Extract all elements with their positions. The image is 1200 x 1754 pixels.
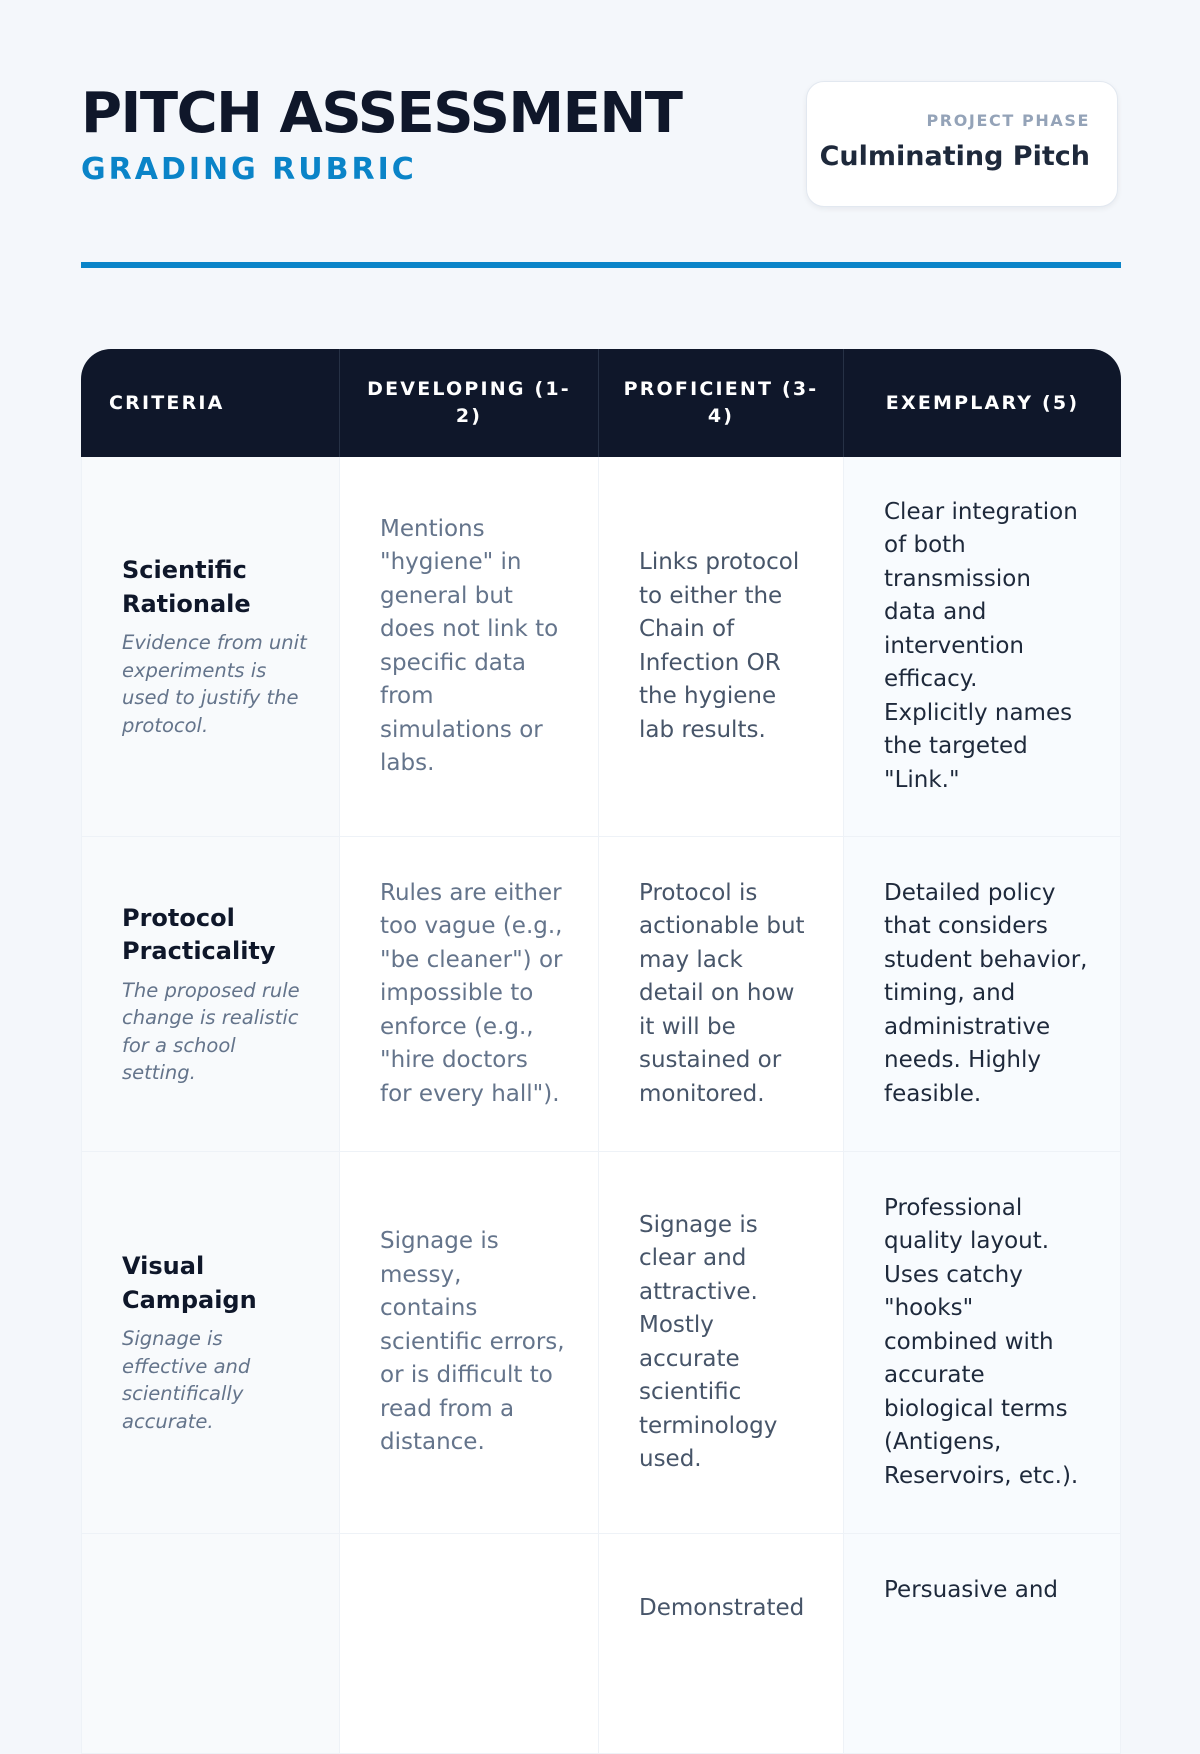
proficient-cell: Links protocol to either the Chain of Infection OR the hygiene lab results. <box>599 457 844 837</box>
column-header-proficient: PROFICIENT (3-4) <box>599 349 844 457</box>
column-header-criteria: CRITERIA <box>81 349 340 457</box>
criteria-cell <box>81 1152 340 1534</box>
rubric-header <box>81 349 1121 457</box>
criteria-cell <box>81 837 340 1152</box>
exemplary-cell: Clear integration of both transmission data and intervention efficacy. Explicitly names the targeted "Link." <box>844 457 1121 837</box>
proficient-cell: Protocol is actionable but may lack detail on how it will be sustained or monitored. <box>599 837 844 1152</box>
developing-cell: Rules are either too vague (e.g., "be cleaner") or impossible to enforce (e.g., "hire doctors for every hall"). <box>340 837 599 1152</box>
rubric-body <box>81 457 1121 1754</box>
criteria-cell <box>81 1534 340 1754</box>
criterion-description: The proposed rule change is realistic for a school setting. <box>122 978 300 1084</box>
project-phase-label: PROJECT PHASE <box>926 111 1090 130</box>
rubric-table <box>81 349 1121 1754</box>
header-divider <box>81 262 1121 268</box>
rubric-row <box>81 1534 1121 1754</box>
rubric-header-row <box>81 349 1121 457</box>
criterion-description: Evidence from unit experiments is used to justify the protocol. <box>122 631 307 737</box>
proficient-cell: Signage is clear and attractive. Mostly accurate scientific terminology used. <box>599 1152 844 1534</box>
criteria-cell <box>81 457 340 837</box>
page-header <box>81 0 1121 270</box>
proficient-cell: Demonstrated <box>599 1534 844 1754</box>
criterion-name: Scientific Rationale <box>122 556 251 618</box>
developing-cell <box>340 1534 599 1754</box>
project-phase-value: Culminating Pitch <box>819 141 1090 172</box>
exemplary-cell: Detailed policy that considers student behavior, timing, and administrative needs. Highly feasible. <box>844 837 1121 1152</box>
exemplary-cell: Professional quality layout. Uses catchy "hooks" combined with accurate biological terms (Antigens, Reservoirs, etc.). <box>844 1152 1121 1534</box>
criterion-name: Visual Campaign <box>122 1252 257 1314</box>
column-header-developing: DEVELOPING (1-2) <box>340 349 599 457</box>
exemplary-cell: Persuasive and <box>844 1534 1121 1754</box>
developing-cell: Mentions "hygiene" in general but does not link to specific data from simulations or labs. <box>340 457 599 837</box>
developing-cell: Signage is messy, contains scientific errors, or is difficult to read from a distance. <box>340 1152 599 1534</box>
page-title: PITCH ASSESSMENT <box>81 81 682 146</box>
column-header-exemplary: EXEMPLARY (5) <box>844 349 1121 457</box>
rubric-row <box>81 837 1121 1152</box>
rubric-row <box>81 457 1121 837</box>
project-phase-card <box>806 81 1118 207</box>
rubric-row <box>81 1152 1121 1534</box>
criterion-description: Signage is effective and scientifically accurate. <box>122 1327 251 1433</box>
page-subtitle: GRADING RUBRIC <box>81 152 417 187</box>
criterion-name: Protocol Practicality <box>122 903 276 965</box>
